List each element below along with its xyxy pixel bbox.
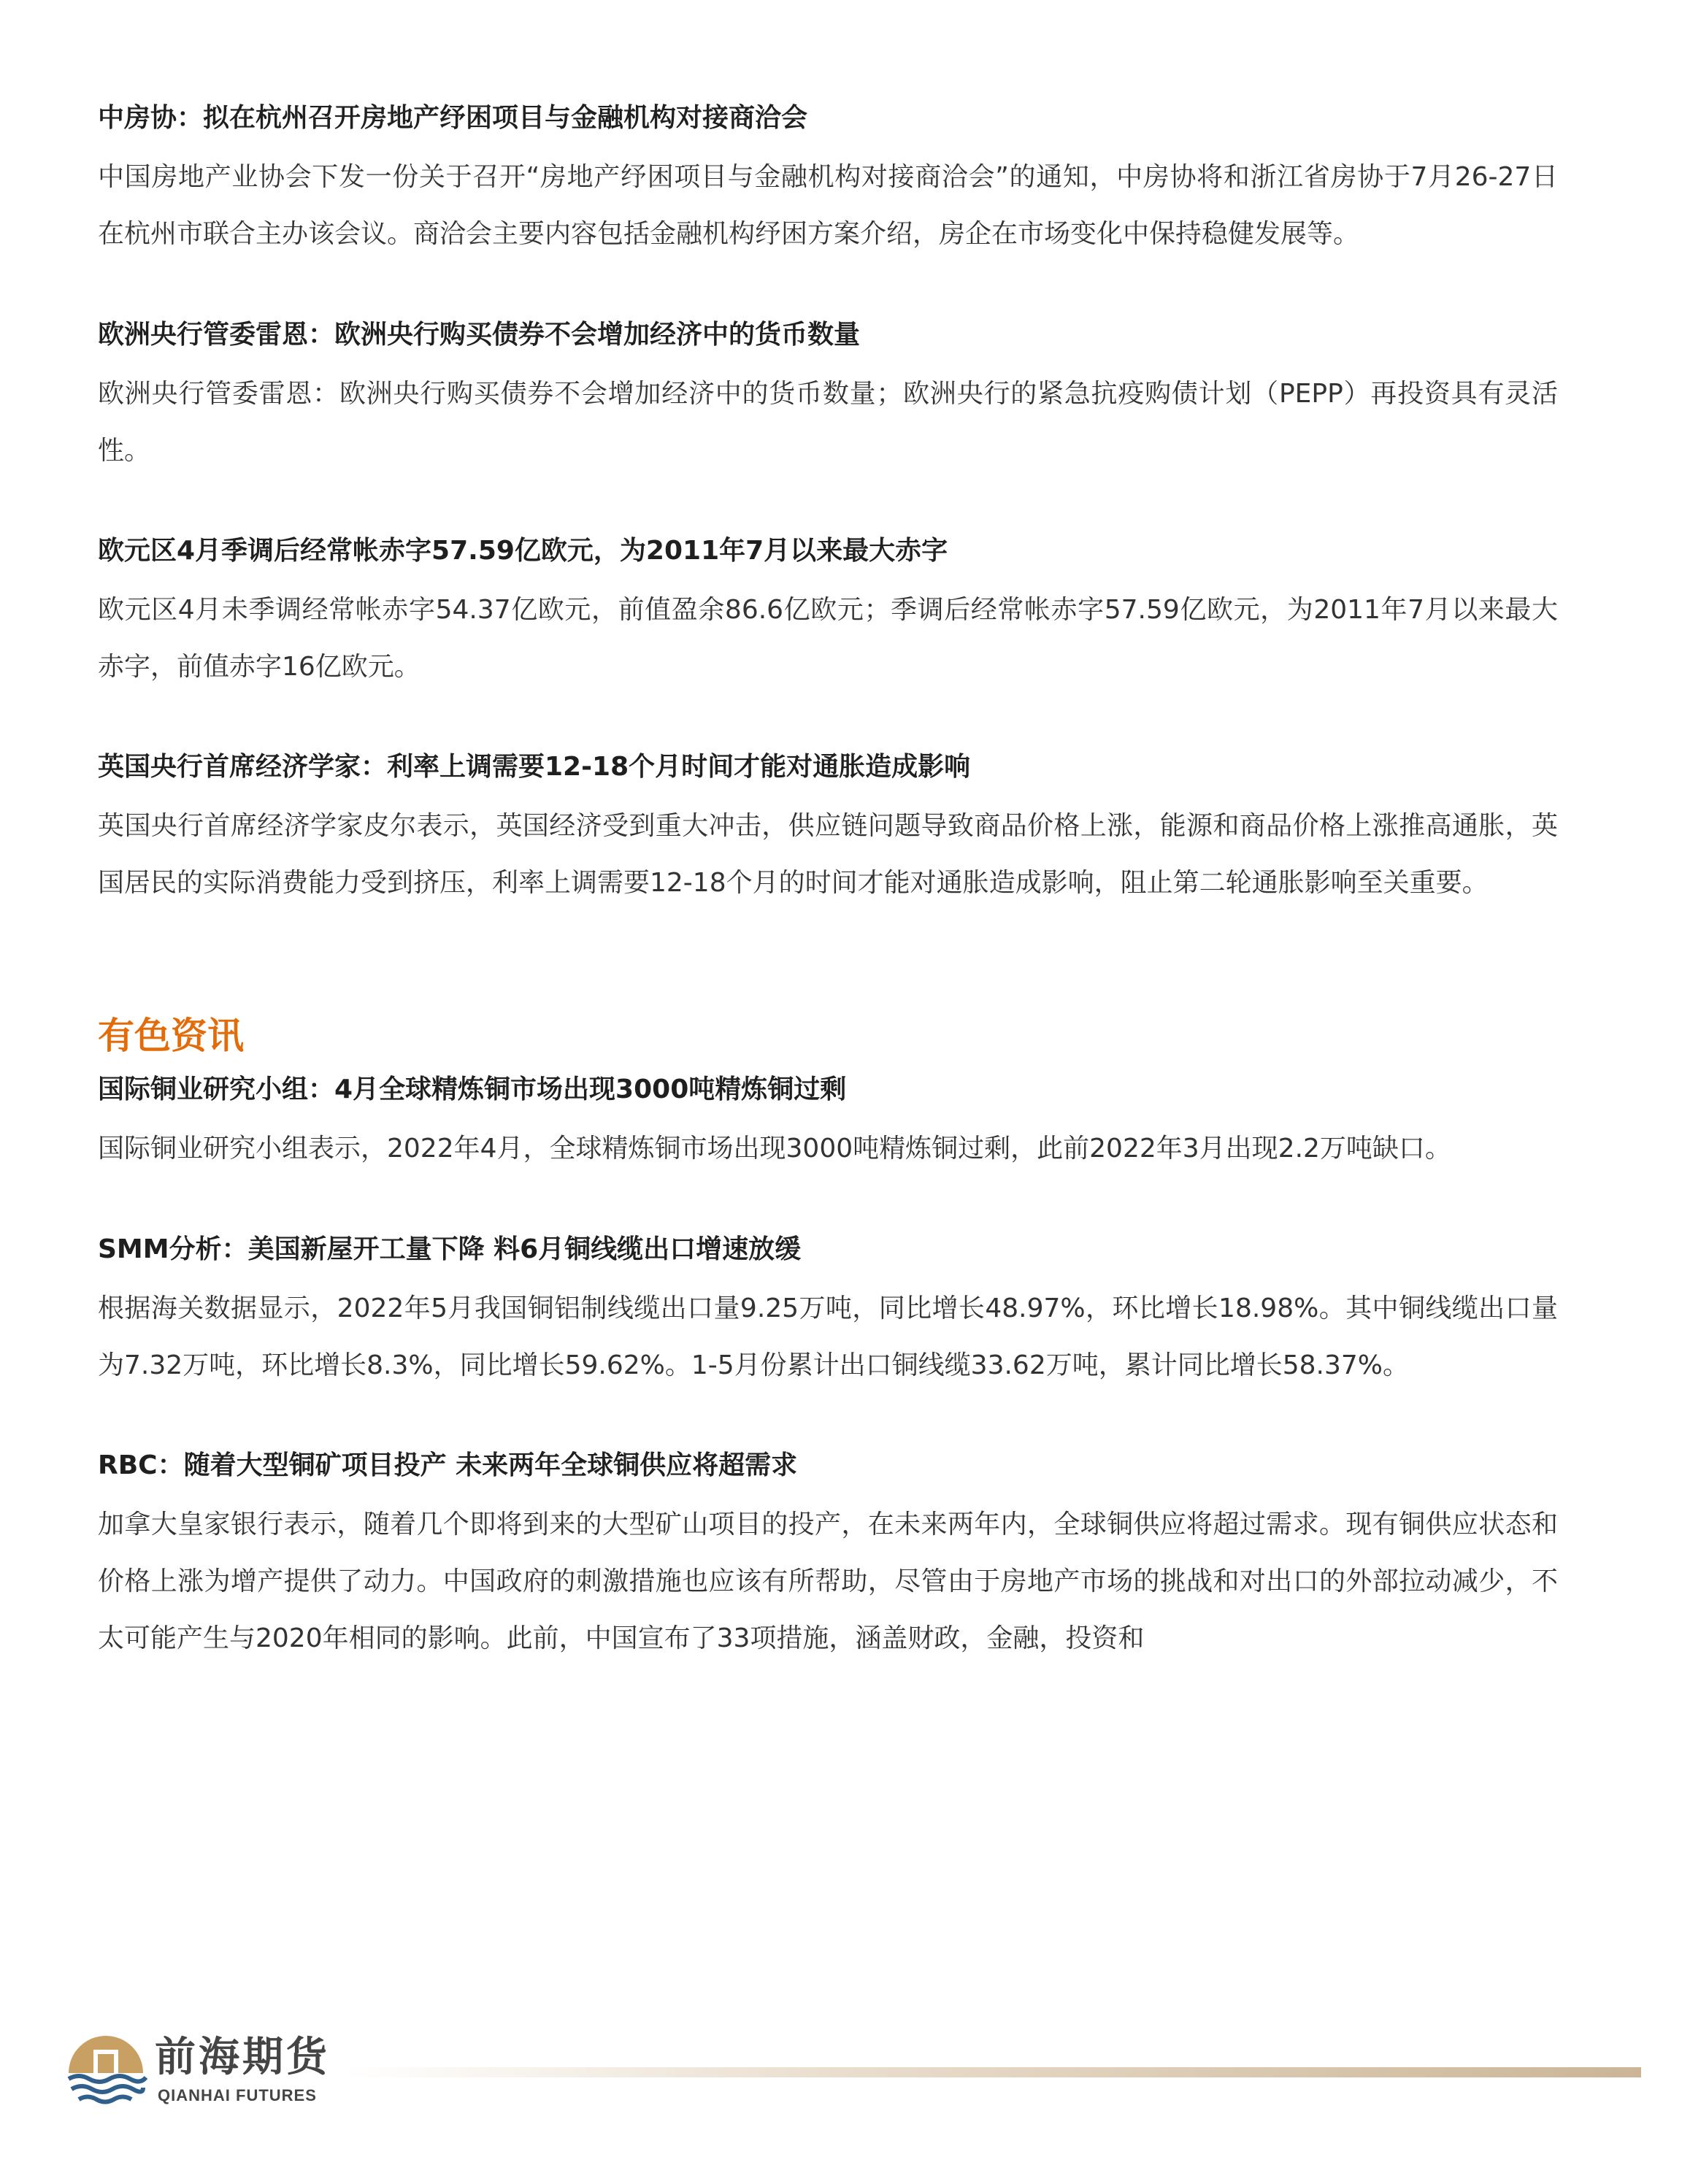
news-title: 国际铜业研究小组：4月全球精炼铜市场出现3000吨精炼铜过剩 bbox=[98, 1074, 847, 1104]
news-title: 欧元区4月季调后经常帐赤字57.59亿欧元，为2011年7月以来最大赤字 bbox=[98, 536, 948, 566]
news-item bbox=[98, 534, 1558, 696]
news-item bbox=[98, 1072, 1558, 1177]
news-item bbox=[98, 101, 1558, 263]
news-item bbox=[98, 318, 1558, 480]
news-item bbox=[98, 1448, 1558, 1667]
news-body: 加拿大皇家银行表示，随着几个即将到来的大型矿山项目的投产，在未来两年内，全球铜供应将超过需求。现有铜供应状态和价格上涨为增产提供了动力。中国政府的刺激措施也应该有所帮助，尽管由于房地产市场的挑战和对出口的外部拉动减少，不太可能产生与2020年相同的影响。此前，中国宣布了33项措施，涵盖财政，金融，投资和 bbox=[98, 1510, 1558, 1653]
news-body: 中国房地产业协会下发一份关于召开“房地产纾困项目与金融机构对接商洽会”的通知，中房协将和浙江省房协于7月26-27日在杭州市联合主办该会议。商洽会主要内容包括金融机构纾困方案介绍，房企在市场变化中保持稳健发展等。 bbox=[98, 162, 1558, 249]
news-title: 中房协：拟在杭州召开房地产纾困项目与金融机构对接商洽会 bbox=[98, 103, 808, 133]
news-title: 英国央行首席经济学家：利率上调需要12-18个月时间才能对通胀造成影响 bbox=[98, 752, 971, 782]
logo-chinese-name: 前海期货 bbox=[155, 2033, 330, 2081]
page-footer bbox=[64, 2031, 1568, 2111]
document-page bbox=[98, 101, 1558, 1667]
news-body: 欧洲央行管委雷恩：欧洲央行购买债券不会增加经济中的货币数量；欧洲央行的紧急抗疫购债计划（PEPP）再投资具有灵活性。 bbox=[98, 379, 1558, 466]
news-title: 欧洲央行管委雷恩：欧洲央行购买债券不会增加经济中的货币数量 bbox=[98, 320, 861, 350]
section-heading: 有色资讯 bbox=[98, 1015, 244, 1057]
qianhai-logo-icon bbox=[64, 2031, 147, 2111]
news-body: 欧元区4月未季调经常帐赤字54.37亿欧元，前值盈余86.6亿欧元；季调后经常帐赤字57.59亿欧元，为2011年7月以来最大赤字，前值赤字16亿欧元。 bbox=[98, 595, 1558, 682]
news-title: RBC：随着大型铜矿项目投产 未来两年全球铜供应将超需求 bbox=[98, 1450, 798, 1480]
news-body: 英国央行首席经济学家皮尔表示，英国经济受到重大冲击，供应链问题导致商品价格上涨，能源和商品价格上涨推高通胀，英国居民的实际消费能力受到挤压，利率上调需要12-18个月的时间才能对通胀造成影响，阻止第二轮通胀影响至关重要。 bbox=[98, 811, 1558, 898]
news-item bbox=[98, 750, 1558, 912]
news-item bbox=[98, 1232, 1558, 1394]
news-body: 根据海关数据显示，2022年5月我国铜铝制线缆出口量9.25万吨，同比增长48.97%，环比增长18.98%。其中铜线缆出口量为7.32万吨，环比增长8.3%，同比增长59.62%。1-5月份累计出口铜线缆33.62万吨，累计同比增长58.37%。 bbox=[98, 1293, 1558, 1380]
footer-divider bbox=[343, 2067, 1641, 2077]
news-body: 国际铜业研究小组表示，2022年4月，全球精炼铜市场出现3000吨精炼铜过剩，此前2022年3月出现2.2万吨缺口。 bbox=[98, 1134, 1451, 1164]
logo-english-name: QIANHAI FUTURES bbox=[158, 2086, 317, 2104]
news-title: SMM分析：美国新屋开工量下降 料6月铜线缆出口增速放缓 bbox=[98, 1234, 802, 1264]
